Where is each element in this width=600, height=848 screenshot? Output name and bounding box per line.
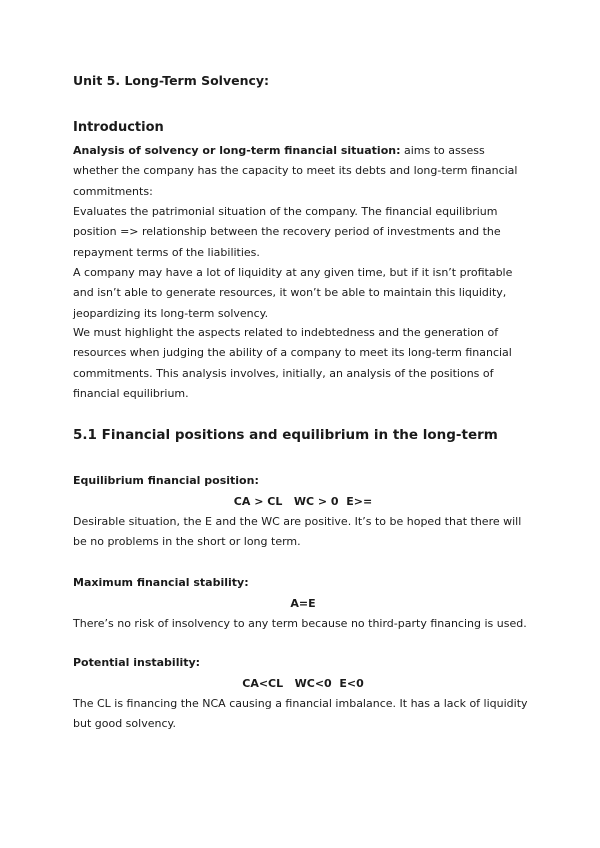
intro-paragraph-1 — [73, 141, 533, 202]
item-title-equilibrium: Equilibrium financial position: — [73, 474, 259, 487]
section-heading: 5.1 Financial positions and equilibrium in the long-term — [73, 427, 498, 443]
intro-paragraph-3: A company may have a lot of liquidity at any given time, but if it isn’t profitable and isn’t able to generate resources, it won’t be able to maintain this liquidity, jeopardizing its long-term solvency. — [73, 266, 513, 320]
item-text-equilibrium: Desirable situation, the E and the WC are positive. It’s to be hoped that there will be no problems in the short or long term. — [73, 515, 522, 549]
unit-title: Unit 5. Long-Term Solvency: — [73, 73, 270, 88]
item-text-potential-instability: The CL is financing the NCA causing a financial imbalance. It has a lack of liquidity but good solvency. — [73, 697, 528, 731]
formula-equilibrium: CA > CL WC > 0 E>= — [233, 495, 373, 508]
intro-paragraph-2: Evaluates the patrimonial situation of the company. The financial equilibrium position => relationship between the recovery period of investments and the repayment terms of the liabilities. — [73, 205, 501, 259]
item-text-max-stability: There’s no risk of insolvency to any term because no third-party financing is used. — [73, 617, 527, 630]
formula-potential-instability: CA<CL WC<0 E<0 — [242, 677, 364, 690]
formula-max-stability: A=E — [290, 597, 316, 610]
item-title-potential-instability: Potential instability: — [73, 656, 201, 669]
intro-lead-rest: aims to assess whether the company has the capacity to meet its debts and long-term financial commitments: — [73, 144, 518, 198]
item-title-max-stability: Maximum financial stability: — [73, 576, 249, 589]
intro-heading: Introduction — [73, 120, 164, 135]
intro-lead-bold: Analysis of solvency or long-term financial situation: — [73, 144, 401, 157]
intro-paragraph-4: We must highlight the aspects related to indebtedness and the generation of resources when judging the ability of a company to meet its long-term financial commitments. This analysis involves, initially, an analysis of the positions of financial equilibrium. — [73, 326, 512, 400]
